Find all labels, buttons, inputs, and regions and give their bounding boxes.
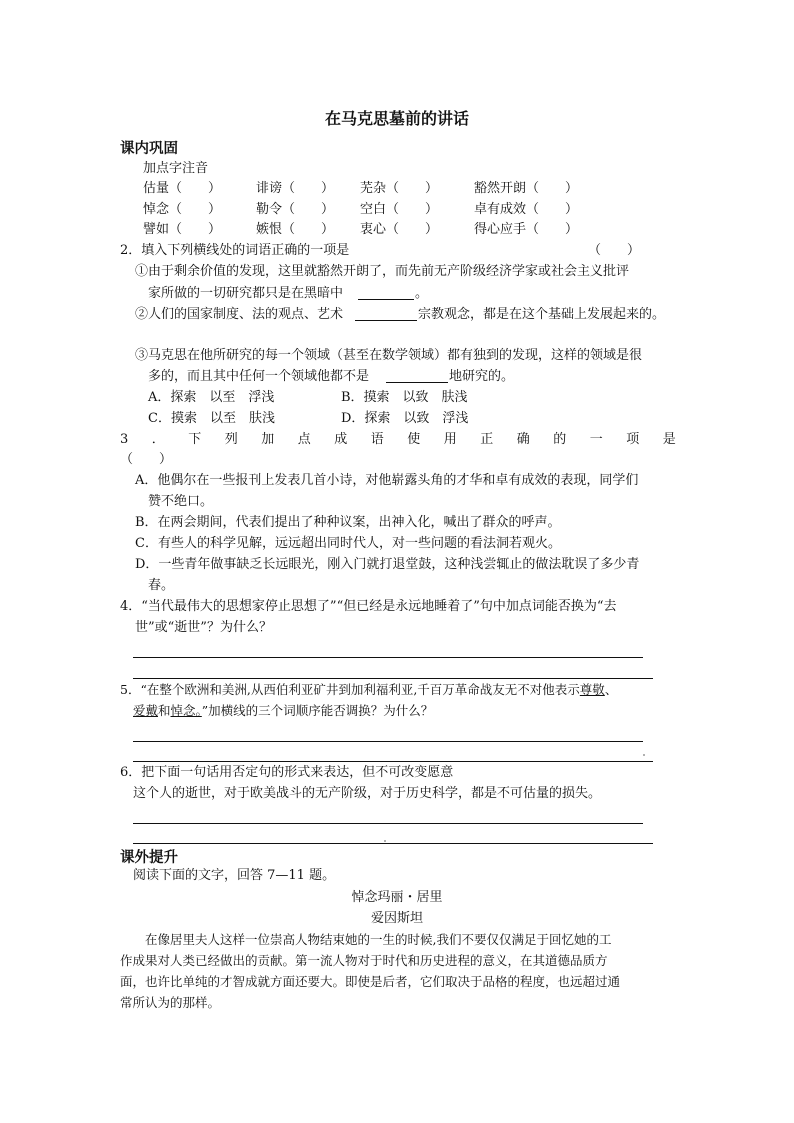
q1-item: 豁然开朗（ ） (474, 181, 579, 196)
q1-item: 卓有成效（ ） (474, 202, 579, 217)
question-6-line-1: 6．把下面一句话用否定句的形式来表达，但不可改变愿意 (120, 765, 454, 780)
question-4-line-2: 世”或“逝世”？为什么？ (135, 620, 272, 635)
q3-char: 项 (626, 432, 640, 447)
scan-speck (643, 754, 645, 756)
q1-item: 得心应手（ ） (474, 222, 579, 237)
q1-item: 譬如（ ） (143, 222, 222, 237)
q3-char: ． (151, 432, 165, 447)
q3-char: 使 (407, 432, 421, 447)
q5-text: ”加横线的三个词顺序能否调换？为什么？ (201, 703, 434, 718)
answer-line[interactable] (133, 741, 643, 742)
q5-underlined-word: 悼念。 (170, 703, 202, 718)
q3-char: 成 (334, 432, 348, 447)
q1-item: 悼念（ ） (143, 202, 222, 217)
q2-option-b: B．摸索 以致 肤浅 (341, 390, 468, 405)
answer-line[interactable] (133, 678, 653, 679)
section-heading-in-class: 课内巩固 (120, 141, 178, 157)
q2-sentence-2: ②人们的国家制度、法的观点、艺术 (135, 307, 344, 322)
q3-char: 点 (297, 432, 311, 447)
q1-item: 芜杂（ ） (360, 181, 439, 196)
q5-underlined-word: 尊敬 (579, 682, 605, 697)
scan-speck (384, 840, 386, 842)
answer-line[interactable] (133, 823, 643, 824)
q3-char: 确 (516, 432, 530, 447)
q3-option-c: C．有些人的科学见解，远远超出同时代人，对一些问题的看法洞若观火。 (135, 536, 561, 551)
page-title: 在马克思墓前的讲话 (324, 109, 469, 128)
question-5-line-1 (120, 681, 617, 699)
q3-char: 3 (120, 432, 129, 447)
answer-blank[interactable] (358, 299, 414, 300)
passage-paragraph-line: 常所认为的那样。 (120, 995, 221, 1010)
q1-item: 诽谤（ ） (256, 181, 335, 196)
q5-text: 和 (158, 703, 171, 718)
passage-author: 爱因斯坦 (370, 911, 423, 926)
answer-paren: （ ） (120, 452, 173, 467)
q3-option-a-cont: 赞不绝口。 (148, 494, 214, 509)
question-4-line-1: 4．“当代最伟大的思想家停止思想了”“但已经是永远地睡着了”句中加点词能否换为“去 (120, 599, 617, 614)
answer-line[interactable] (133, 843, 653, 844)
q1-item: 勒令（ ） (256, 202, 335, 217)
passage-paragraph-line: 在像居里夫人这样一位崇高人物结束她的一生的时候,我们不要仅仅满足于回忆她的工 (145, 932, 612, 947)
q2-sentence-1-cont: 家所做的一切研究都只是在黑暗中 (148, 286, 344, 301)
q2-option-c: C．摸索 以至 肤浅 (148, 411, 275, 426)
answer-paren: （ ） (588, 243, 641, 258)
q3-option-a: A．他偶尔在一些报刊上发表几首小诗，对他崭露头角的才华和卓有成效的表现，同学们 (135, 473, 639, 488)
q3-char: 正 (480, 432, 494, 447)
question-5-line-2 (133, 702, 433, 720)
q5-underlined-word: 爱戴 (133, 703, 159, 718)
q3-char: 加 (261, 432, 275, 447)
q5-text: 5．“在整个欧洲和美洲,从西伯利亚矿井到加利福利亚,千百万革命战友无不对他表示 (120, 682, 580, 697)
q3-char: 一 (589, 432, 603, 447)
q1-item: 估量（ ） (143, 181, 222, 196)
q3-option-d-cont: 春。 (148, 578, 175, 593)
q2-sentence-3-end: 地研究的。 (449, 369, 515, 384)
q1-item: 衷心（ ） (360, 222, 439, 237)
q3-option-b: B．在两会期间，代表们提出了种种议案，出神入化，喊出了群众的呼声。 (135, 515, 561, 530)
q2-sentence-3-cont: 多的，而且其中任何一个领域他都不是 (148, 369, 370, 384)
q2-sentence-1-end: 。 (415, 286, 429, 301)
question-1-heading: 加点字注音 (143, 161, 209, 176)
answer-blank[interactable] (355, 320, 417, 321)
passage-paragraph-line: 作成果对人类已经做出的贡献。第一流人物对于时代和历史进程的意义，在其道德品质方 (120, 953, 608, 968)
q3-char: 是 (662, 432, 676, 447)
q3-char: 的 (553, 432, 567, 447)
section-heading-extra: 课外提升 (120, 850, 178, 866)
q3-char: 用 (443, 432, 457, 447)
answer-blank[interactable] (386, 382, 448, 383)
question-3-stem (120, 431, 676, 449)
q3-char: 语 (370, 432, 384, 447)
question-6-line-2: 这个人的逝世，对于欧美战斗的无产阶级，对于历史科学，都是不可估量的损失。 (133, 786, 602, 801)
answer-line[interactable] (133, 657, 643, 658)
q2-option-a: A．探索 以至 浮浅 (148, 390, 275, 405)
q2-sentence-3: ③马克思在他所研究的每一个领域（甚至在数学领域）都有独到的发现，这样的领域是很 (135, 348, 643, 363)
q5-text: 、 (604, 682, 618, 697)
q2-sentence-2-end: 宗教观念，都是在这个基础上发展起来的。 (418, 307, 666, 322)
passage-title: 悼念玛丽・居里 (351, 890, 443, 905)
question-2-stem: 2．填入下列横线处的词语正确的一项是 (120, 243, 350, 258)
reading-intro: 阅读下面的文字，回答 7—11 题。 (133, 868, 336, 883)
q3-char: 下 (188, 432, 202, 447)
answer-line[interactable] (133, 761, 653, 762)
q2-option-d: D．探索 以致 浮浅 (341, 411, 469, 426)
passage-paragraph-line: 面，也许比单纯的才智成就方面还要大。即使是后者，它们取决于品格的程度，也远超过通 (120, 974, 621, 989)
q3-char: 列 (224, 432, 238, 447)
q3-option-d: D．一些青年做事缺乏长远眼光，刚入门就打退堂鼓，这种浅尝辄止的做法耽误了多少青 (135, 557, 640, 572)
q1-item: 嫉恨（ ） (256, 222, 335, 237)
q2-sentence-1: ①由于剩余价值的发现，这里就豁然开朗了，而先前无产阶级经济学家或社会主义批评 (135, 264, 630, 279)
q1-item: 空白（ ） (360, 202, 439, 217)
